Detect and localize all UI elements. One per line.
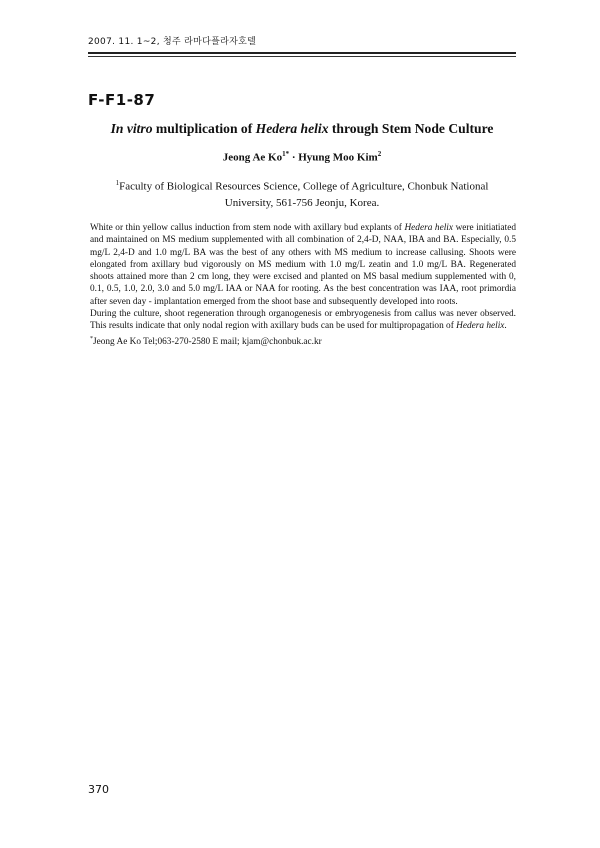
author-list (88, 150, 516, 164)
affiliation-mark: 1 (115, 179, 120, 187)
author-1-mark: 1* (282, 150, 290, 158)
contact-info (90, 333, 516, 348)
author-separator: · (289, 151, 299, 164)
header-rule-thick (88, 52, 516, 54)
abstract-p2-species: Hedera helix (456, 321, 505, 332)
contact-mark: * (90, 335, 93, 342)
abstract-p2-text-a: During the culture, shoot regeneration through organogenesis or embryogenesis from callus was never observed. This results indicate that only nodal region with axillary buds can be used for multipropagation of (90, 309, 516, 332)
contact-text: Jeong Ae Ko Tel;063-270-2580 E mail; kjam@chonbuk.ac.kr (93, 336, 322, 347)
conference-header: 2007. 11. 1~2, 청주 라마다플라자호텔 (88, 37, 257, 47)
abstract-p1-species: Hedera helix (404, 223, 453, 233)
abstract-paragraph-1 (90, 222, 516, 308)
header-rule-thin (88, 56, 516, 57)
affiliation-line-2: University, 561-756 Jeonju, Korea. (224, 196, 380, 209)
author-2: Hyung Moo Kim (298, 151, 378, 164)
abstract-body (90, 222, 516, 348)
abstract-code: F-F1-87 (88, 91, 156, 109)
abstract-p1-text-b: were initiatiated and maintained on MS medium supplemented with all combination of 2,4-D, NAA, IBA and BA. Especially, 0.5 mg/L 2,4-D and 1.0 mg/L BA was the best of any others with MS medium to increase callusing. Shoots were elongated from axillary bud vigorously on MS medium with 1.0 mg/L zeatin and 1.0 mg/L BA. Regenerated shoots attained more than 2 cm long, they were excised and planted on MS basal medium supplemented with 0, 0.1, 0.5, 1.0, 2.0, 3.0 and 5.0 mg/L IAA or NAA for rooting. As the best concentration was IAA, root primordia after seven day - implantation emerged from the shoot base and subsequently developed into roots. (90, 223, 516, 307)
abstract-p1-text-a: White or thin yellow callus induction from stem node with axillary bud explants of (90, 223, 405, 233)
author-2-mark: 2 (377, 150, 382, 158)
title-plain-1: multiplication of (152, 121, 256, 136)
abstract-paragraph-2 (90, 308, 516, 333)
page-number: 370 (88, 783, 109, 796)
abstract-p2-text-b: . (504, 321, 507, 332)
title-italic-1: In vitro (110, 121, 153, 136)
title-italic-2: Hedera helix (255, 121, 329, 136)
title-plain-2: through Stem Node Culture (328, 121, 494, 136)
author-1: Jeong Ae Ko (222, 151, 283, 164)
paper-title (88, 121, 516, 137)
affiliation-line-1: Faculty of Biological Resources Science, College of Agriculture, Chonbuk National (119, 180, 489, 193)
affiliation (102, 175, 502, 211)
